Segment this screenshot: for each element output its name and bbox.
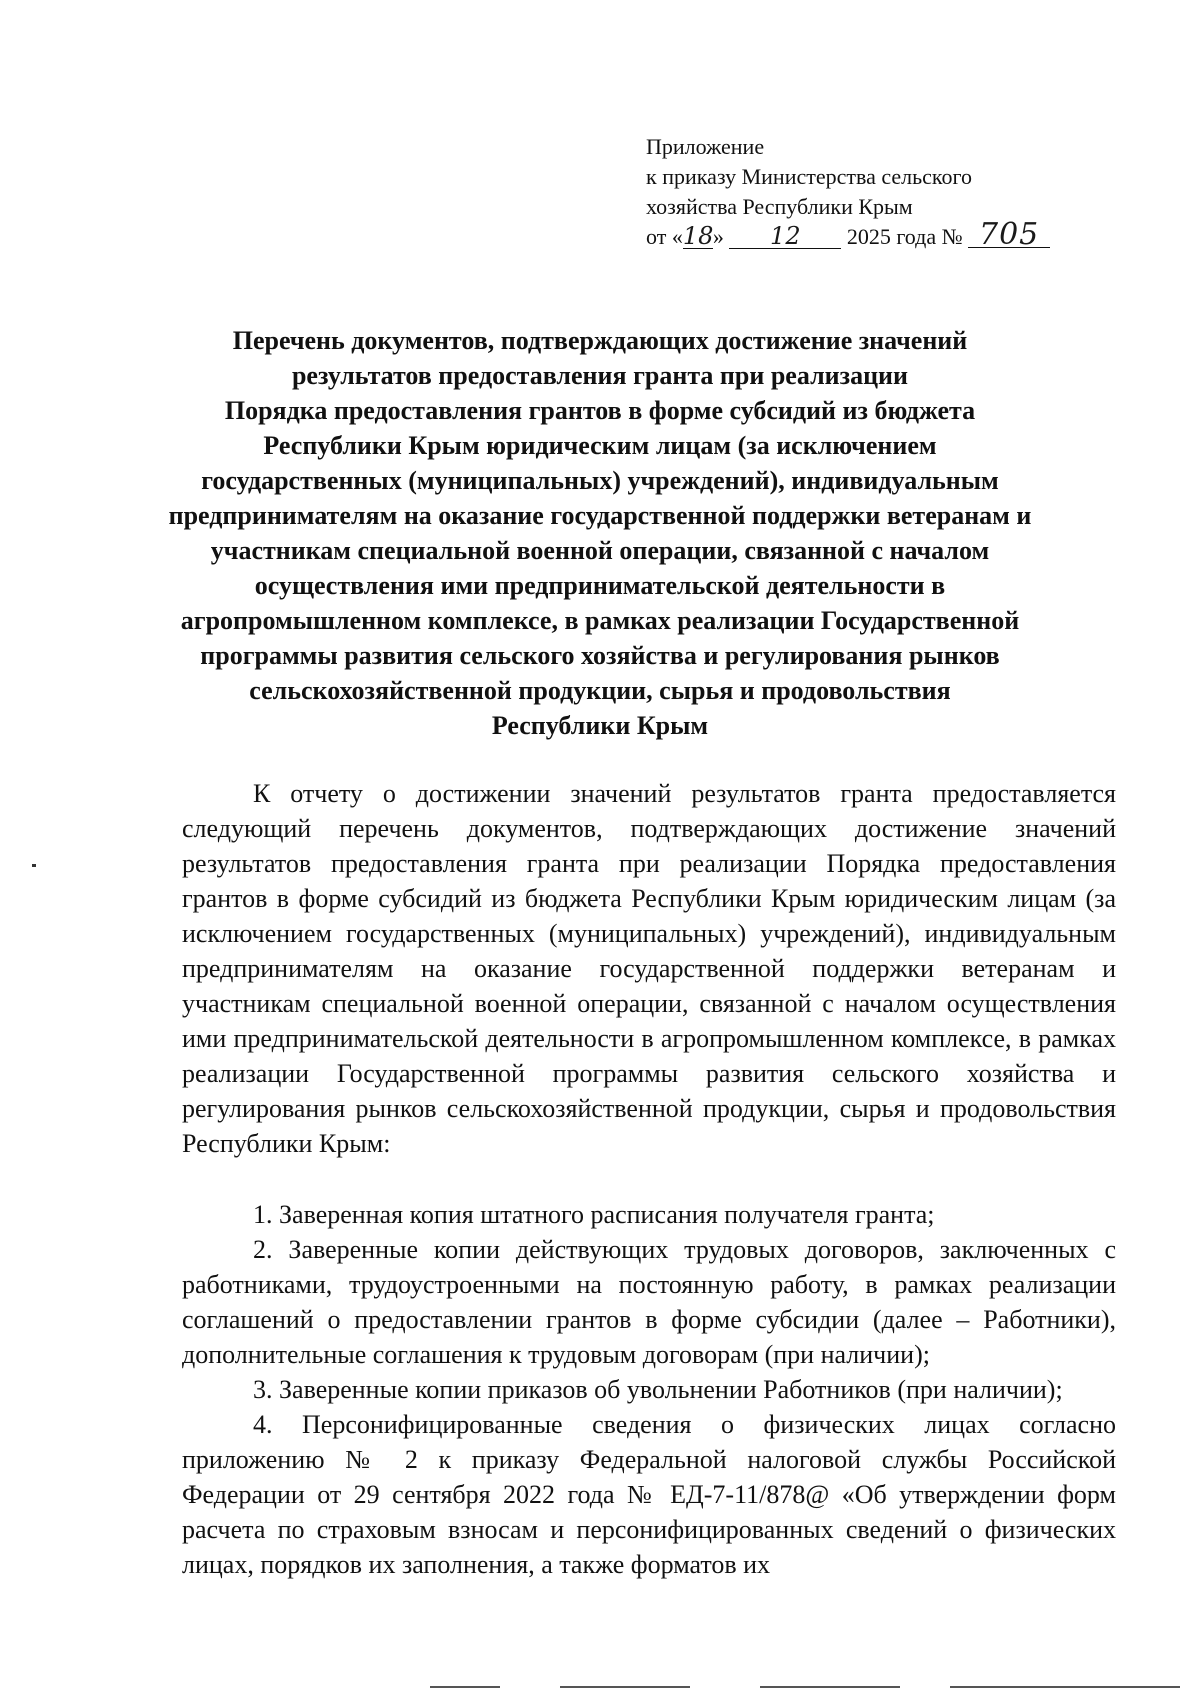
- title-line: Республики Крым юридическим лицам (за исключением: [263, 431, 937, 460]
- date-year-text: 2025 года №: [846, 224, 963, 249]
- appendix-header: [646, 132, 1106, 252]
- list-item: 2. Заверенные копии действующих трудовых договоров, заключенных с работниками, трудоустроенными на постоянную работу, в рамках реализации соглашений о предоставлении грантов в форме субсидии (далее – Работники), дополнительные соглашения к трудовым договорам (при наличии);: [182, 1235, 1116, 1369]
- title-line: Порядка предоставления грантов в форме субсидий из бюджета: [224, 396, 976, 425]
- title-line: результатов предоставления гранта при реализации: [291, 361, 909, 390]
- intro-paragraph: К отчету о достижении значений результатов гранта предоставляется следующий перечень документов, подтверждающих достижение значений результатов предоставления гранта при реализации Порядка предоставления грантов в форме субсидий из бюджета Республики Крым юридическим лицам (за исключением государственных (муниципальных) учреждений), индивидуальным предпринимателям на оказание государственной поддержки ветеранам и участникам специальной военной операции, связанной с началом осуществления ими предпринимательской деятельности в агропромышленном комплексе, в рамках реализации Государственной программы развития сельского хозяйства и регулирования рынков сельскохозяйственной продукции, сырья и продовольствия Республики Крым:: [182, 779, 1116, 1158]
- title-line: осуществления ими предпринимательской деятельности в: [254, 571, 946, 600]
- handwritten-order-number: 705: [968, 223, 1050, 248]
- title-line: сельскохозяйственной продукции, сырья и продовольствия: [249, 676, 951, 705]
- document-body: [182, 776, 1116, 1582]
- documents-list: [182, 1197, 1116, 1582]
- handwritten-month: 12: [729, 224, 841, 249]
- footer-scan-strokes: [430, 1686, 1190, 1690]
- document-title: [150, 323, 1050, 743]
- title-line: Перечень документов, подтверждающих достижение значений: [232, 326, 968, 355]
- appendix-order-ref: к приказу Министерства сельского: [646, 164, 972, 189]
- title-line: государственных (муниципальных) учреждений), индивидуальным: [201, 466, 999, 495]
- date-day-close: »: [712, 224, 724, 249]
- title-line: предпринимателям на оказание государственной поддержки ветеранам и: [168, 501, 1032, 530]
- title-line: программы развития сельского хозяйства и регулирования рынков: [200, 641, 1000, 670]
- list-item: 4. Персонифицированные сведения о физических лицах согласно приложению № 2 к приказу Федеральной налоговой службы Российской Федерации от 29 сентября 2022 года № ЕД-7-11/878@ «Об утверждении форм расчета по страховым взносам и персонифицированных сведений о физических лицах, порядков их заполнения, а также форматов их: [182, 1410, 1116, 1579]
- list-item: 3. Заверенные копии приказов об увольнении Работников (при наличии);: [253, 1375, 1063, 1404]
- title-line: участникам специальной военной операции, связанной с началом: [210, 536, 990, 565]
- handwritten-day: 18: [682, 222, 714, 250]
- appendix-date-line: [646, 217, 1106, 252]
- appendix-ministry: хозяйства Республики Крым: [646, 194, 913, 219]
- list-item: 1. Заверенная копия штатного расписания получателя гранта;: [253, 1200, 935, 1229]
- scan-speck: [32, 864, 36, 867]
- date-prefix: от «: [646, 224, 683, 249]
- title-line: Республики Крым: [491, 711, 709, 740]
- title-line: агропромышленном комплексе, в рамках реализации Государственной: [180, 606, 1020, 635]
- appendix-label: Приложение: [646, 134, 765, 159]
